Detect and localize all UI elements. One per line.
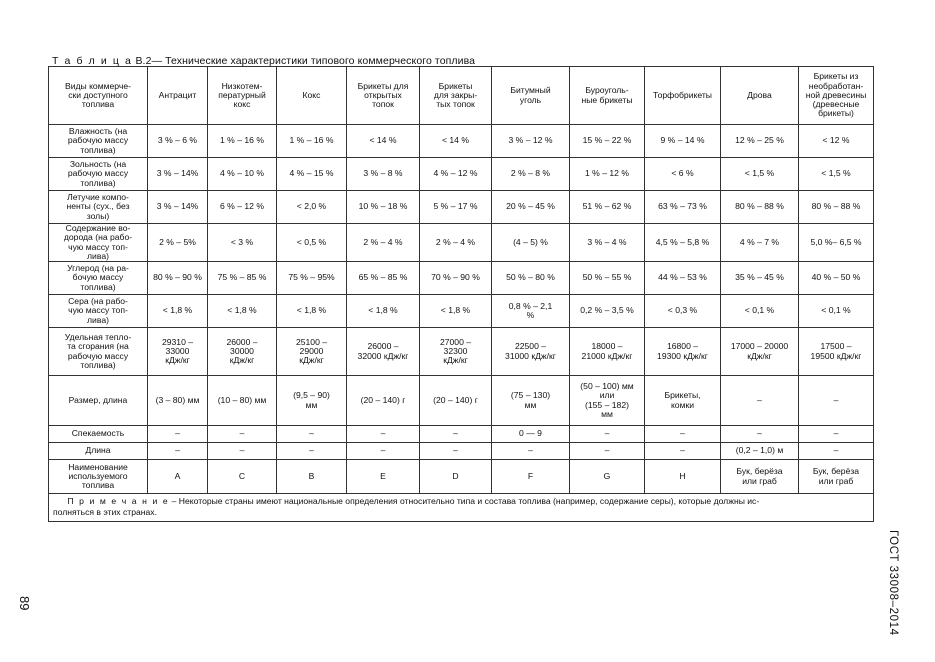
table-cell: < 3 % — [208, 224, 277, 262]
table-cell: < 1,8 % — [347, 295, 420, 328]
table-cell: (50 – 100) мм или (155 – 182) мм — [570, 376, 645, 426]
table-cell: 3 % – 14% — [148, 158, 208, 191]
table-row — [49, 376, 874, 426]
row-label: Зольность (на рабочую массу топлива) — [49, 158, 148, 191]
table-cell: 26000 – 30000 кДж/кг — [208, 328, 277, 376]
table-cell: < 1,8 % — [420, 295, 492, 328]
table-cell: 18000 – 21000 кДж/кг — [570, 328, 645, 376]
table-row — [49, 158, 874, 191]
table-cell: (4 – 5) % — [492, 224, 570, 262]
table-cell: 5 % – 17 % — [420, 191, 492, 224]
table-cell: < 6 % — [645, 158, 721, 191]
header-fuel-7: Буроуголь- ные брикеты — [570, 67, 645, 125]
note-text: – Некоторые страны имеют национальные определения относительно типа и состава топлива (например, содержание серы), которые должны ис- полняться в этих странах. — [53, 496, 760, 517]
table-cell: 50 % – 55 % — [570, 262, 645, 295]
table-cell: – — [148, 426, 208, 443]
table-cell: 22500 – 31000 кДж/кг — [492, 328, 570, 376]
table-cell: 20 % – 45 % — [492, 191, 570, 224]
row-label: Сера (на рабо- чую массу топ- лива) — [49, 295, 148, 328]
table-row — [49, 426, 874, 443]
table-cell: – — [277, 443, 347, 460]
table-cell: < 1,5 % — [799, 158, 874, 191]
table-cell: (9,5 – 90) мм — [277, 376, 347, 426]
table-cell: – — [721, 376, 799, 426]
header-fuel-3: Кокс — [277, 67, 347, 125]
table-cell: < 0,5 % — [277, 224, 347, 262]
row-label: Содержание во- дорода (на рабо- чую массу топ- лива) — [49, 224, 148, 262]
table-cell: 44 % – 53 % — [645, 262, 721, 295]
table-cell: – — [148, 443, 208, 460]
table-cell: 25100 – 29000 кДж/кг — [277, 328, 347, 376]
table-cell: < 1,8 % — [277, 295, 347, 328]
table-row — [49, 125, 874, 158]
header-fuel-8: Торфобрикеты — [645, 67, 721, 125]
note-row — [49, 494, 874, 522]
table-cell: Бук, берёза или граб — [799, 460, 874, 494]
table-cell: 2 % – 8 % — [492, 158, 570, 191]
table-cell: < 12 % — [799, 125, 874, 158]
table-cell: 4 % – 12 % — [420, 158, 492, 191]
table-cell: 0 — 9 — [492, 426, 570, 443]
row-label: Спекаемость — [49, 426, 148, 443]
table-cell: – — [570, 443, 645, 460]
caption-title: — Технические характеристики типового коммерческого топлива — [151, 55, 476, 67]
table-row — [49, 460, 874, 494]
table-row — [49, 328, 874, 376]
table-cell: (0,2 – 1,0) м — [721, 443, 799, 460]
header-fuel-10: Брикеты из необработан- ной древесины (древесные брикеты) — [799, 67, 874, 125]
table-cell: – — [420, 443, 492, 460]
table-cell: (10 – 80) мм — [208, 376, 277, 426]
table-cell: 0,8 % – 2,1 % — [492, 295, 570, 328]
table-cell: 0,2 % – 3,5 % — [570, 295, 645, 328]
table-cell: A — [148, 460, 208, 494]
table-cell: 40 % – 50 % — [799, 262, 874, 295]
table-row — [49, 262, 874, 295]
table-cell: 9 % – 14 % — [645, 125, 721, 158]
row-label: Удельная тепло- та сгорания (на рабочую массу топлива) — [49, 328, 148, 376]
table-cell: < 14 % — [420, 125, 492, 158]
table-cell: 4 % – 7 % — [721, 224, 799, 262]
row-label: Наименование используемого топлива — [49, 460, 148, 494]
table-cell: < 1,8 % — [208, 295, 277, 328]
table-cell: 80 % – 88 % — [799, 191, 874, 224]
table-cell: (20 – 140) г — [420, 376, 492, 426]
table-cell: – — [208, 426, 277, 443]
table-cell: 1 % – 16 % — [277, 125, 347, 158]
table-cell: – — [208, 443, 277, 460]
header-row — [49, 67, 874, 125]
table-cell: 10 % – 18 % — [347, 191, 420, 224]
table-cell: 16800 – 19300 кДж/кг — [645, 328, 721, 376]
table-cell: B — [277, 460, 347, 494]
header-fuel-2: Низкотем- пературный кокс — [208, 67, 277, 125]
table-cell: 4,5 % – 5,8 % — [645, 224, 721, 262]
header-fuel-9: Дрова — [721, 67, 799, 125]
table-cell: Брикеты, комки — [645, 376, 721, 426]
table-cell: – — [799, 426, 874, 443]
table-cell: 4 % – 15 % — [277, 158, 347, 191]
table-cell: 2 % – 4 % — [347, 224, 420, 262]
table-cell: 26000 – 32000 кДж/кг — [347, 328, 420, 376]
table-cell: – — [721, 426, 799, 443]
table-cell: < 1,8 % — [148, 295, 208, 328]
table-cell: 4 % – 10 % — [208, 158, 277, 191]
table-cell: C — [208, 460, 277, 494]
table-row — [49, 295, 874, 328]
table-cell: 6 % – 12 % — [208, 191, 277, 224]
table-row — [49, 224, 874, 262]
table-cell: 15 % – 22 % — [570, 125, 645, 158]
table-cell: 51 % – 62 % — [570, 191, 645, 224]
table-cell: 65 % – 85 % — [347, 262, 420, 295]
table-cell: (3 – 80) мм — [148, 376, 208, 426]
table-cell: H — [645, 460, 721, 494]
table-cell: (75 – 130) мм — [492, 376, 570, 426]
table-row — [49, 443, 874, 460]
table-cell: 50 % – 80 % — [492, 262, 570, 295]
table-row — [49, 191, 874, 224]
table-cell: D — [420, 460, 492, 494]
table-cell: 3 % – 6 % — [148, 125, 208, 158]
caption-number: В.2 — [135, 55, 152, 67]
table-cell: – — [645, 426, 721, 443]
table-cell: < 0,3 % — [645, 295, 721, 328]
table-cell: < 0,1 % — [721, 295, 799, 328]
table-note — [49, 494, 874, 522]
table-cell: – — [799, 443, 874, 460]
table-cell: – — [347, 426, 420, 443]
header-fuel-6: Битумный уголь — [492, 67, 570, 125]
row-label: Летучие компо- ненты (сух., без золы) — [49, 191, 148, 224]
table-cell: 1 % – 16 % — [208, 125, 277, 158]
table-cell: – — [645, 443, 721, 460]
page-number: 89 — [17, 596, 32, 611]
table-cell: 2 % – 5% — [148, 224, 208, 262]
header-fuel-5: Брикеты для закры- тых топок — [420, 67, 492, 125]
table-cell: Бук, берёза или граб — [721, 460, 799, 494]
table-cell: 3 % – 8 % — [347, 158, 420, 191]
table-cell: < 2,0 % — [277, 191, 347, 224]
table-cell: 3 % – 14% — [148, 191, 208, 224]
table-cell: 17000 – 20000 кДж/кг — [721, 328, 799, 376]
note-label: П р и м е ч а н и е — [67, 496, 170, 506]
standard-designation: ГОСТ 33008–2014 — [887, 530, 899, 636]
table-cell: 63 % – 73 % — [645, 191, 721, 224]
table-cell: G — [570, 460, 645, 494]
table-cell: 2 % – 4 % — [420, 224, 492, 262]
table-cell: 17500 – 19500 кДж/кг — [799, 328, 874, 376]
table-cell: – — [277, 426, 347, 443]
table-cell: < 1,5 % — [721, 158, 799, 191]
row-label: Влажность (на рабочую массу топлива) — [49, 125, 148, 158]
table-cell: 35 % – 45 % — [721, 262, 799, 295]
header-fuel-type: Виды коммерче- ски доступного топлива — [49, 67, 148, 125]
row-label: Размер, длина — [49, 376, 148, 426]
table-cell: 75 % – 85 % — [208, 262, 277, 295]
table-cell: 80 % – 90 % — [148, 262, 208, 295]
table-cell: 29310 – 33000 кДж/кг — [148, 328, 208, 376]
table-cell: 75 % – 95% — [277, 262, 347, 295]
table-cell: 1 % – 12 % — [570, 158, 645, 191]
row-label: Углерод (на ра- бочую массу топлива) — [49, 262, 148, 295]
table-cell: – — [492, 443, 570, 460]
table-cell: (20 – 140) г — [347, 376, 420, 426]
caption-prefix: Т а б л и ц а — [52, 55, 133, 67]
fuel-characteristics-table — [48, 66, 874, 522]
table-cell: – — [570, 426, 645, 443]
table-cell: 12 % – 25 % — [721, 125, 799, 158]
table-cell: < 14 % — [347, 125, 420, 158]
row-label: Длина — [49, 443, 148, 460]
table-cell: 70 % – 90 % — [420, 262, 492, 295]
table-cell: – — [420, 426, 492, 443]
table-cell: – — [799, 376, 874, 426]
table-cell: 80 % – 88 % — [721, 191, 799, 224]
header-fuel-4: Брикеты для открытых топок — [347, 67, 420, 125]
table-cell: 3 % – 12 % — [492, 125, 570, 158]
header-fuel-1: Антрацит — [148, 67, 208, 125]
table-cell: F — [492, 460, 570, 494]
table-cell: E — [347, 460, 420, 494]
table-cell: 27000 – 32300 кДж/кг — [420, 328, 492, 376]
table-cell: – — [347, 443, 420, 460]
table-cell: 3 % – 4 % — [570, 224, 645, 262]
table-cell: 5,0 %– 6,5 % — [799, 224, 874, 262]
table-cell: < 0,1 % — [799, 295, 874, 328]
